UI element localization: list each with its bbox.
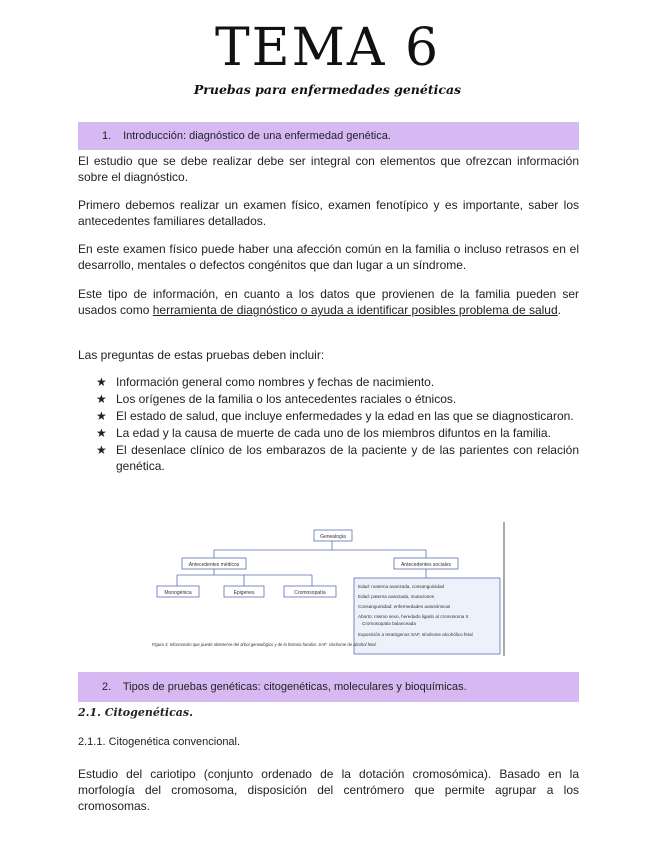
diagram-social-item: Consanguinidad: enfermedades autosómicas (358, 604, 451, 609)
list-item (96, 425, 579, 441)
subsection-heading-2-1: 2.1. Citogenéticas. (78, 706, 193, 719)
paragraph-1: El estudio que se debe realizar debe ser integral con elementos que ofrezcan información sobre el diagnóstico. (78, 154, 579, 184)
black-star-icon: ★ (96, 426, 107, 440)
diagram-caption: Figura 3. Información que puede obtenerse del árbol genealógico y de la historia familiar. SAF: síndrome de alcohol fetal. (152, 642, 377, 647)
list-item (96, 374, 579, 390)
diagram-social-item: Cromosopatía balanceada (362, 621, 416, 626)
questions-list (96, 374, 579, 475)
paragraph-4 (78, 286, 579, 318)
list-item-text: Información general como nombres y fechas de nacimiento. (116, 375, 435, 389)
paragraph-4-text: Este tipo de información, en cuanto a los datos que provienen de la familia pueden ser usados como (78, 287, 579, 317)
list-item-text: La edad y la causa de muerte de cada uno de los miembros difuntos en la familia. (116, 426, 551, 440)
page-title: TEMA 6 (214, 18, 441, 78)
paragraph-5: Las preguntas de estas pruebas deben incluir: (78, 348, 325, 362)
diagram-right-branch-label: Antecedentes sociales (400, 562, 452, 568)
diagram-social-item: Exposición a teratógenos SAF, síndrome alcohólico fetal (358, 632, 473, 637)
page-subtitle: Pruebas para enfermedades genéticas (193, 82, 462, 97)
diagram-child-label: Epigenes (233, 590, 255, 596)
list-item (96, 391, 579, 407)
subsection-heading-2-1-1: 2.1.1. Citogenética convencional. (78, 736, 241, 748)
list-item-text: El estado de salud, que incluye enfermedades y la edad en las que se diagnosticaron. (116, 409, 574, 423)
section-number-2: 2. (102, 681, 112, 693)
paragraph-cariotipo: Estudio del cariotipo (conjunto ordenado de la dotación cromosómica). Basado en la morfología del cromosoma, disposición del centrómero que permite agrupar a los cromosomas. (78, 767, 579, 813)
paragraph-4-end: . (557, 303, 561, 317)
diagram-social-item: Edad: materna avanzada, consanguinidad (358, 584, 445, 589)
underlined-phrase: herramienta de diagnóstico o ayuda a identificar posibles problema de salud (152, 303, 558, 317)
list-item-text: Los orígenes de la familia o los antecedentes raciales o étnicos. (116, 392, 457, 406)
section-heading-1 (78, 122, 579, 150)
list-item-text: El desenlace clínico de los embarazos de la paciente y de las parientes con relación genética. (116, 443, 579, 473)
diagram-root-label: Genealogía (320, 534, 346, 540)
section-number-1: 1. (102, 130, 112, 142)
diagram-social-item: Aborto: mismo sexo, heredado ligado al cromosoma X (358, 614, 469, 619)
diagram-social-item: Edad: paterna avanzada, mutaciones (358, 594, 435, 599)
paragraph-2: Primero debemos realizar un examen físico, examen fenotípico y es importante, saber los antecedentes familiares detallados. (78, 198, 579, 228)
list-item (96, 442, 579, 474)
section-heading-2 (78, 672, 579, 702)
paragraph-3: En este examen físico puede haber una afección común en la familia o incluso retrasos en el desarrollo, mentales o defectos congénitos que dan lugar a un síndrome. (78, 242, 579, 272)
genealogy-diagram (152, 522, 506, 658)
diagram-child-label: Monogénica (164, 590, 192, 596)
black-star-icon: ★ (96, 375, 107, 389)
black-star-icon: ★ (96, 409, 107, 423)
diagram-child-label: Cromosopatía (294, 590, 326, 596)
section-title-2: Tipos de pruebas genéticas: citogenéticas, moleculares y bioquímicas. (122, 681, 467, 693)
black-star-icon: ★ (96, 392, 107, 406)
list-item (96, 408, 579, 424)
black-star-icon: ★ (96, 443, 107, 457)
section-title-1: Introducción: diagnóstico de una enfermedad genética. (123, 130, 391, 142)
diagram-left-branch-label: Antecedentes médicos (188, 562, 240, 568)
